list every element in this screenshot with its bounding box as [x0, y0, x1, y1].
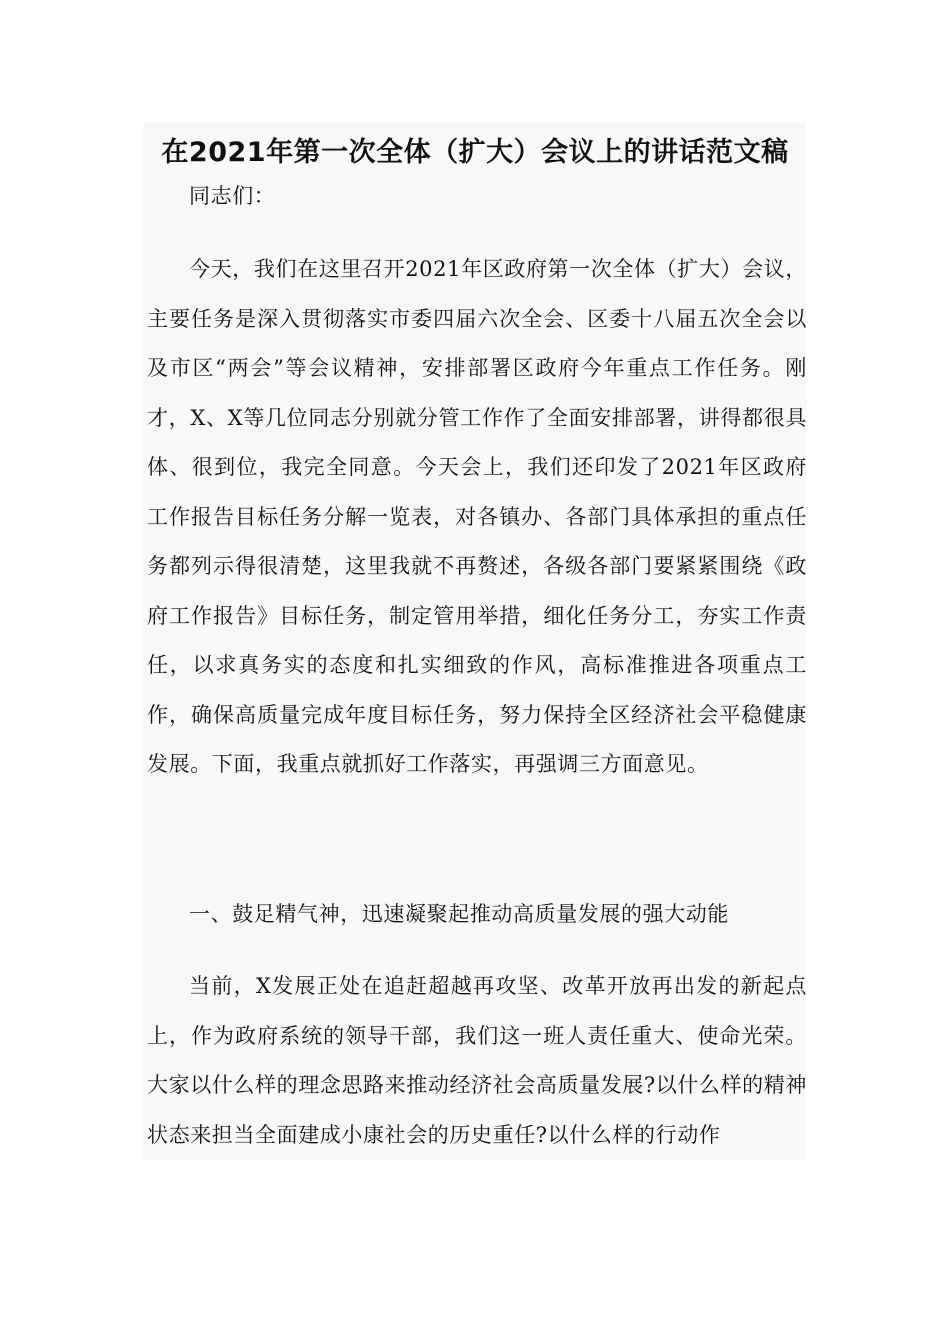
paragraph-intro: 今天，我们在这里召开2021年区政府第一次全体（扩大）会议，主要任务是深入贯彻落实市委四届六次全会、区委十八届五次全会以及市区“两会”等会议精神，安排部署区政府今年重点工作任务。刚才，X、X等几位同志分别就分管工作作了全面安排部署，讲得都很具体、很到位，我完全同意。今天会上，我们还印发了2021年区政府工作报告目标任务分解一览表，对各镇办、各部门具体承担的重点任务都列示得很清楚，这里我就不再赘述，各级各部门要紧紧围绕《政府工作报告》目标任务，制定管用举措，细化任务分工，夯实工作责任，以求真务实的态度和扎实细致的作风，高标准推进各项重点工作，确保高质量完成年度目标任务，努力保持全区经济社会平稳健康发展。下面，我重点就抓好工作落实，再强调三方面意见。 — [147, 257, 807, 776]
section-heading-1: 一、鼓足精气神，迅速凝聚起推动高质量发展的强大动能 — [189, 902, 729, 926]
paragraph-section-1: 当前，X发展正处在追赶超越再攻坚、改革开放再出发的新起点上，作为政府系统的领导干部，我们这一班人责任重大、使命光荣。大家以什么样的理念思路来推动经济社会高质量发展?以什么样的精神状态来担当全面建成小康社会的历史重任?以什么样的行动作 — [147, 974, 807, 1147]
document-title: 在2021年第一次全体（扩大）会议上的讲话范文稿 — [161, 137, 789, 168]
greeting: 同志们： — [189, 184, 276, 208]
